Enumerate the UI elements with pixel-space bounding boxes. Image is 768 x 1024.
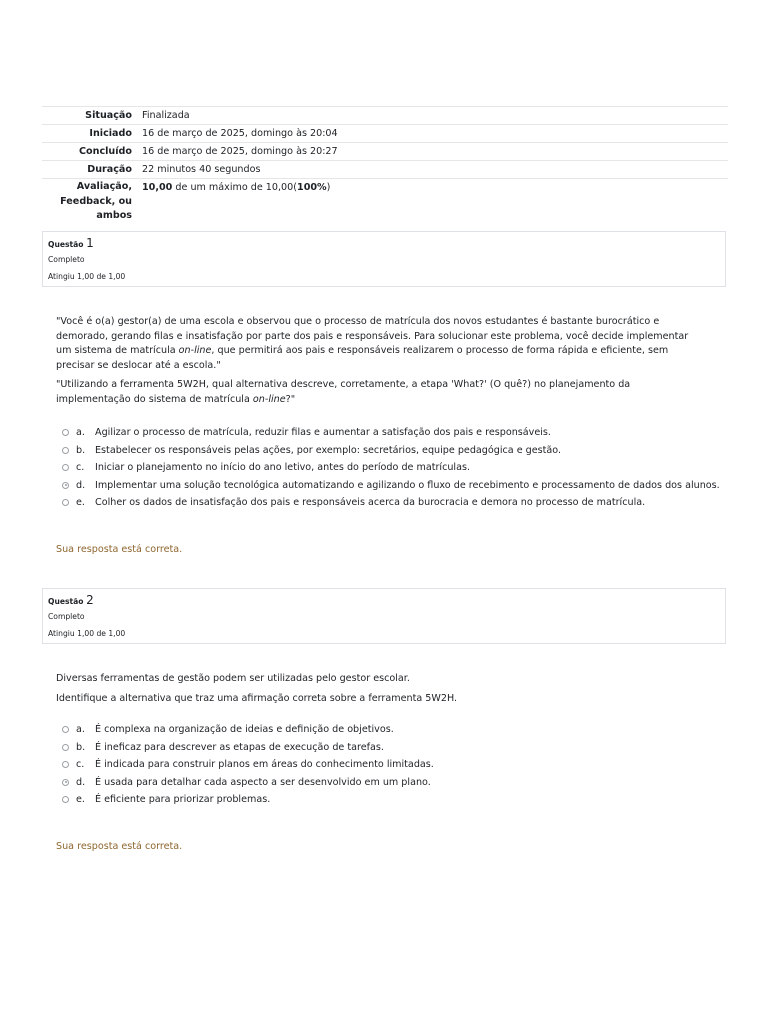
- question-1-feedback: Sua resposta está correta.: [56, 544, 183, 555]
- text-segment: "Utilizando a ferramenta 5W2H, qual alternativa descreve, corretamente, a etapa 'What?' (O quê?) no planejamento da implementação do sistema de matrícula: [56, 379, 631, 405]
- question-paragraph: Diversas ferramentas de gestão podem ser utilizadas pelo gestor escolar.: [56, 673, 410, 684]
- answer-letter: c.: [76, 759, 85, 771]
- summary-value: 16 de março de 2025, domingo às 20:04: [142, 128, 338, 139]
- summary-value-grade: [142, 179, 728, 225]
- answer-text: É indicada para construir planos em áreas do conhecimento limitadas.: [95, 759, 434, 771]
- answer-letter: d.: [76, 479, 86, 491]
- question-number: [48, 593, 720, 609]
- question-state: Completo: [48, 612, 85, 621]
- question-2-text: [56, 672, 696, 711]
- answer-option-d[interactable]: [62, 477, 722, 495]
- question-label: Questão: [48, 240, 84, 249]
- summary-label: Iniciado: [89, 128, 132, 139]
- answer-letter: b.: [76, 444, 86, 456]
- answer-option-a[interactable]: [62, 721, 722, 739]
- answer-letter: a.: [76, 724, 85, 736]
- question-1-text: [56, 315, 696, 412]
- summary-label: Situação: [85, 110, 132, 121]
- radio-button[interactable]: [62, 761, 69, 768]
- grade-text-end: ): [326, 182, 331, 193]
- answer-option-e[interactable]: [62, 791, 722, 809]
- text-emphasis: on-line: [178, 345, 212, 356]
- question-grade: Atingiu 1,00 de 1,00: [48, 272, 126, 281]
- summary-label: Duração: [87, 164, 132, 175]
- text-emphasis: on-line: [252, 393, 286, 405]
- answer-letter: d.: [76, 776, 86, 788]
- question-paragraph: Identifique a alternativa que traz uma afirmação correta sobre a ferramenta 5W2H.: [56, 692, 458, 704]
- grade-text: de um máximo de 10,00(: [172, 182, 298, 193]
- answer-option-e[interactable]: [62, 494, 722, 512]
- radio-button-selected[interactable]: [62, 779, 69, 786]
- answer-text: Implementar uma solução tecnológica automatizando e agilizando o fluxo de recebimento e processamento de dados dos alunos.: [95, 479, 720, 491]
- answer-option-d[interactable]: [62, 774, 722, 792]
- text-segment: ?": [285, 393, 296, 405]
- answer-text: É usada para detalhar cada aspecto a ser desenvolvido em um plano.: [95, 776, 431, 788]
- summary-value: 22 minutos 40 segundos: [142, 164, 261, 175]
- question-grade: Atingiu 1,00 de 1,00: [48, 629, 126, 638]
- answer-letter: e.: [76, 794, 85, 806]
- question-number: [48, 236, 720, 252]
- answer-letter: e.: [76, 497, 85, 509]
- answer-option-c[interactable]: [62, 756, 722, 774]
- answer-text: Iniciar o planejamento no início do ano letivo, antes do período de matrículas.: [95, 462, 471, 474]
- answer-option-c[interactable]: [62, 459, 722, 477]
- answer-text: Colher os dados de insatisfação dos pais e responsáveis acerca da burocracia e demora no processo de matrícula.: [95, 497, 646, 509]
- answer-text: É complexa na organização de ideias e definição de objetivos.: [95, 724, 394, 736]
- question-number-value: 2: [86, 593, 94, 607]
- summary-row-grade: [42, 179, 728, 225]
- answer-text: Agilizar o processo de matrícula, reduzir filas e aumentar a satisfação dos pais e responsáveis.: [95, 427, 551, 439]
- answer-text: Estabelecer os responsáveis pelas ações, por exemplo: secretários, equipe pedagógica e gestão.: [95, 444, 562, 456]
- radio-button[interactable]: [62, 499, 69, 506]
- question-paragraph: [56, 378, 696, 407]
- question-label: Questão: [48, 597, 84, 606]
- question-state: Completo: [48, 255, 85, 264]
- question-2-answers: [62, 721, 722, 809]
- summary-label: Avaliação, Feedback, ou ambos: [60, 181, 132, 221]
- radio-button[interactable]: [62, 744, 69, 751]
- summary-label: Concluído: [78, 146, 132, 157]
- radio-button[interactable]: [62, 726, 69, 733]
- text-segment: "Você é o(a) gestor(a) de uma escola e observou que o processo de matrícula dos novos estudantes é bastante burocrático e demorado, gerando filas e insatisfação por parte dos pais e responsáveis. Para solucionar este problema, você decide implementar um sistema de matrícula: [56, 316, 689, 356]
- answer-letter: c.: [76, 462, 85, 474]
- attempt-summary-table: [42, 106, 728, 225]
- question-1-info: [42, 231, 726, 287]
- text-segment: , que permitirá aos pais e responsáveis realizarem o processo de forma rápida e eficiente, sem precisar se deslocar até a escola.": [56, 345, 669, 371]
- answer-text: É ineficaz para descrever as etapas de execução de tarefas.: [95, 741, 384, 753]
- question-2-feedback: Sua resposta está correta.: [56, 841, 183, 852]
- question-1-answers: [62, 424, 722, 512]
- summary-row-duration: [42, 161, 728, 179]
- radio-button-selected[interactable]: [62, 482, 69, 489]
- answer-text: É eficiente para priorizar problemas.: [95, 794, 271, 806]
- summary-row-started: [42, 125, 728, 143]
- summary-value: 16 de março de 2025, domingo às 20:27: [142, 146, 338, 157]
- answer-option-b[interactable]: [62, 442, 722, 460]
- grade-score: 10,00: [142, 182, 173, 193]
- radio-button[interactable]: [62, 464, 69, 471]
- answer-option-a[interactable]: [62, 424, 722, 442]
- summary-row-completed: [42, 143, 728, 161]
- radio-button[interactable]: [62, 429, 69, 436]
- answer-letter: b.: [76, 741, 86, 753]
- radio-button[interactable]: [62, 796, 69, 803]
- summary-value: Finalizada: [142, 110, 190, 121]
- question-2-info: [42, 588, 726, 644]
- answer-option-b[interactable]: [62, 739, 722, 757]
- question-number-value: 1: [86, 236, 94, 250]
- question-paragraph: [56, 315, 696, 373]
- summary-row-status: [42, 107, 728, 125]
- radio-button[interactable]: [62, 447, 69, 454]
- grade-percent: 100%: [297, 182, 327, 193]
- answer-letter: a.: [76, 427, 85, 439]
